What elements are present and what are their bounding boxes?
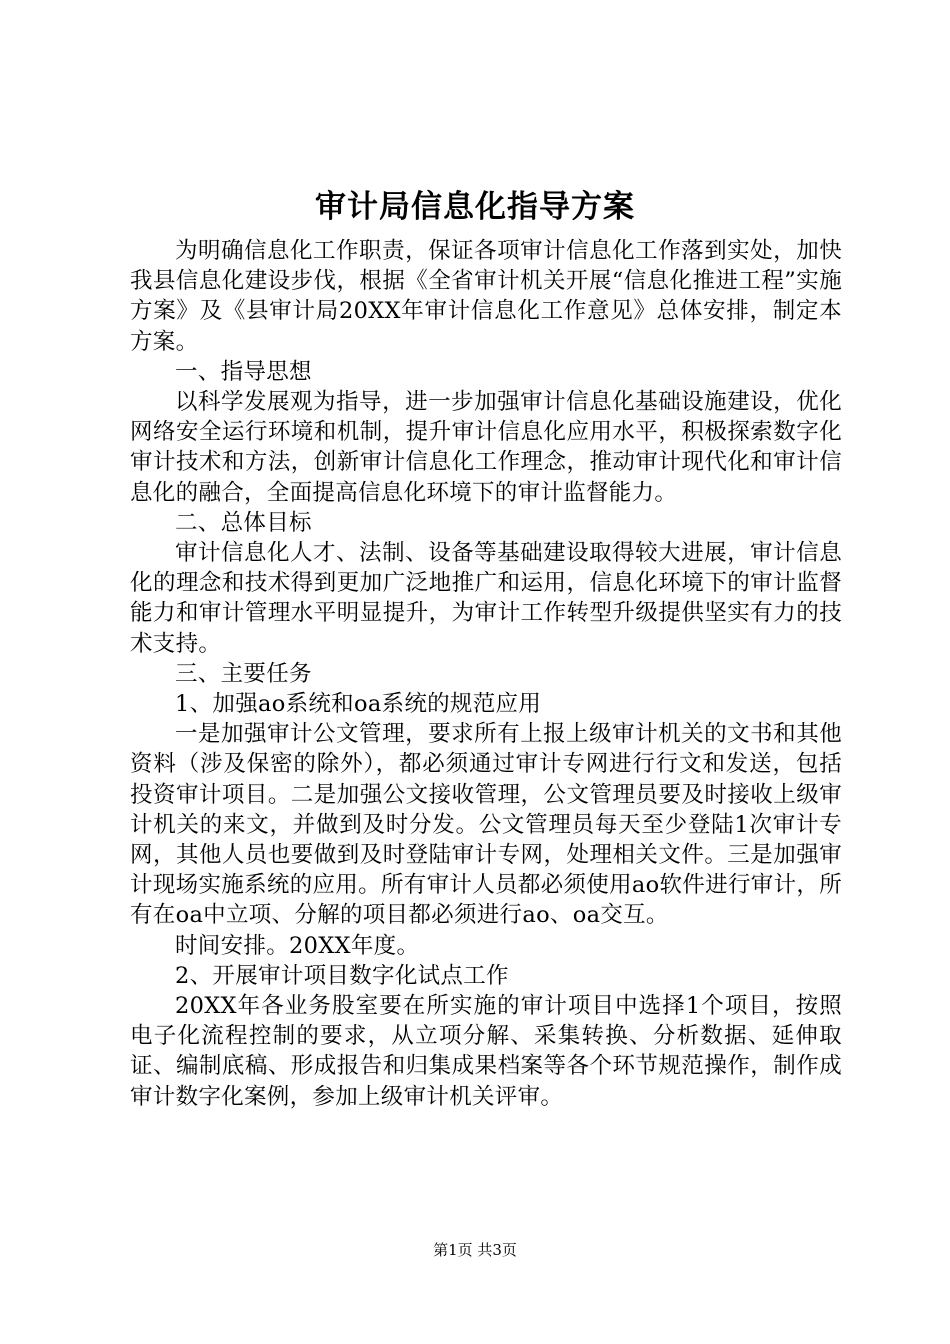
task-2-heading: 2、开展审计项目数字化试点工作 (175, 962, 509, 989)
overall-goals-paragraph: 审计信息化人才、法制、设备等基础建设取得较大进展，审计信息化的理念和技术得到更加广泛地推广和运用，信息化环境下的审计监督能力和审计管理水平明显提升，为审计工作转型升级提供坚实有力的技术支持。 (130, 540, 842, 657)
intro-paragraph: 为明确信息化工作职责，保证各项审计信息化工作落到实处，加快我县信息化建设步伐，根据《全省审计机关开展“信息化推进工程”实施方案》及《县审计局20XX年审计信息化工作意见》总体安排，制定本方案。 (130, 238, 842, 355)
task-2-paragraph: 20XX年各业务股室要在所实施的审计项目中选择1个项目，按照电子化流程控制的要求，从立项分解、采集转换、分析数据、延伸取证、编制底稿、形成报告和归集成果档案等各个环节规范操作，制作成审计数字化案例，参加上级审计机关评审。 (130, 993, 842, 1110)
page-footer: 第1页 共3页 (433, 1241, 517, 1259)
section-heading-overall-goals: 二、总体目标 (175, 509, 312, 536)
document-title: 审计局信息化指导方案 (315, 189, 635, 225)
task-1-heading: 1、加强ao系统和oa系统的规范应用 (175, 691, 542, 718)
section-heading-guiding-ideology: 一、指导思想 (175, 358, 312, 385)
document-body (130, 236, 842, 1112)
guiding-ideology-paragraph: 以科学发展观为指导，进一步加强审计信息化基础设施建设，优化网络安全运行环境和机制，提升审计信息化应用水平，积极探索数字化审计技术和方法，创新审计信息化工作理念，推动审计现代化和审计信息化的融合，全面提高信息化环境下的审计监督能力。 (130, 389, 842, 506)
task-1-paragraph: 一是加强审计公文管理，要求所有上报上级审计机关的文书和其他资料（涉及保密的除外），都必须通过审计专网进行行文和发送，包括投资审计项目。二是加强公文接收管理，公文管理员要及时接收上级审计机关的来文，并做到及时分发。公文管理员每天至少登陆1次审计专网，其他人员也要做到及时登陆审计专网，处理相关文件。三是加强审计现场实施系统的应用。所有审计人员都必须使用ao软件进行审计，所有在oa中立项、分解的项目都必须进行ao、oa交互。 (130, 721, 842, 929)
section-heading-main-tasks: 三、主要任务 (175, 660, 312, 687)
task-1-schedule: 时间安排。20XX年度。 (175, 932, 420, 959)
